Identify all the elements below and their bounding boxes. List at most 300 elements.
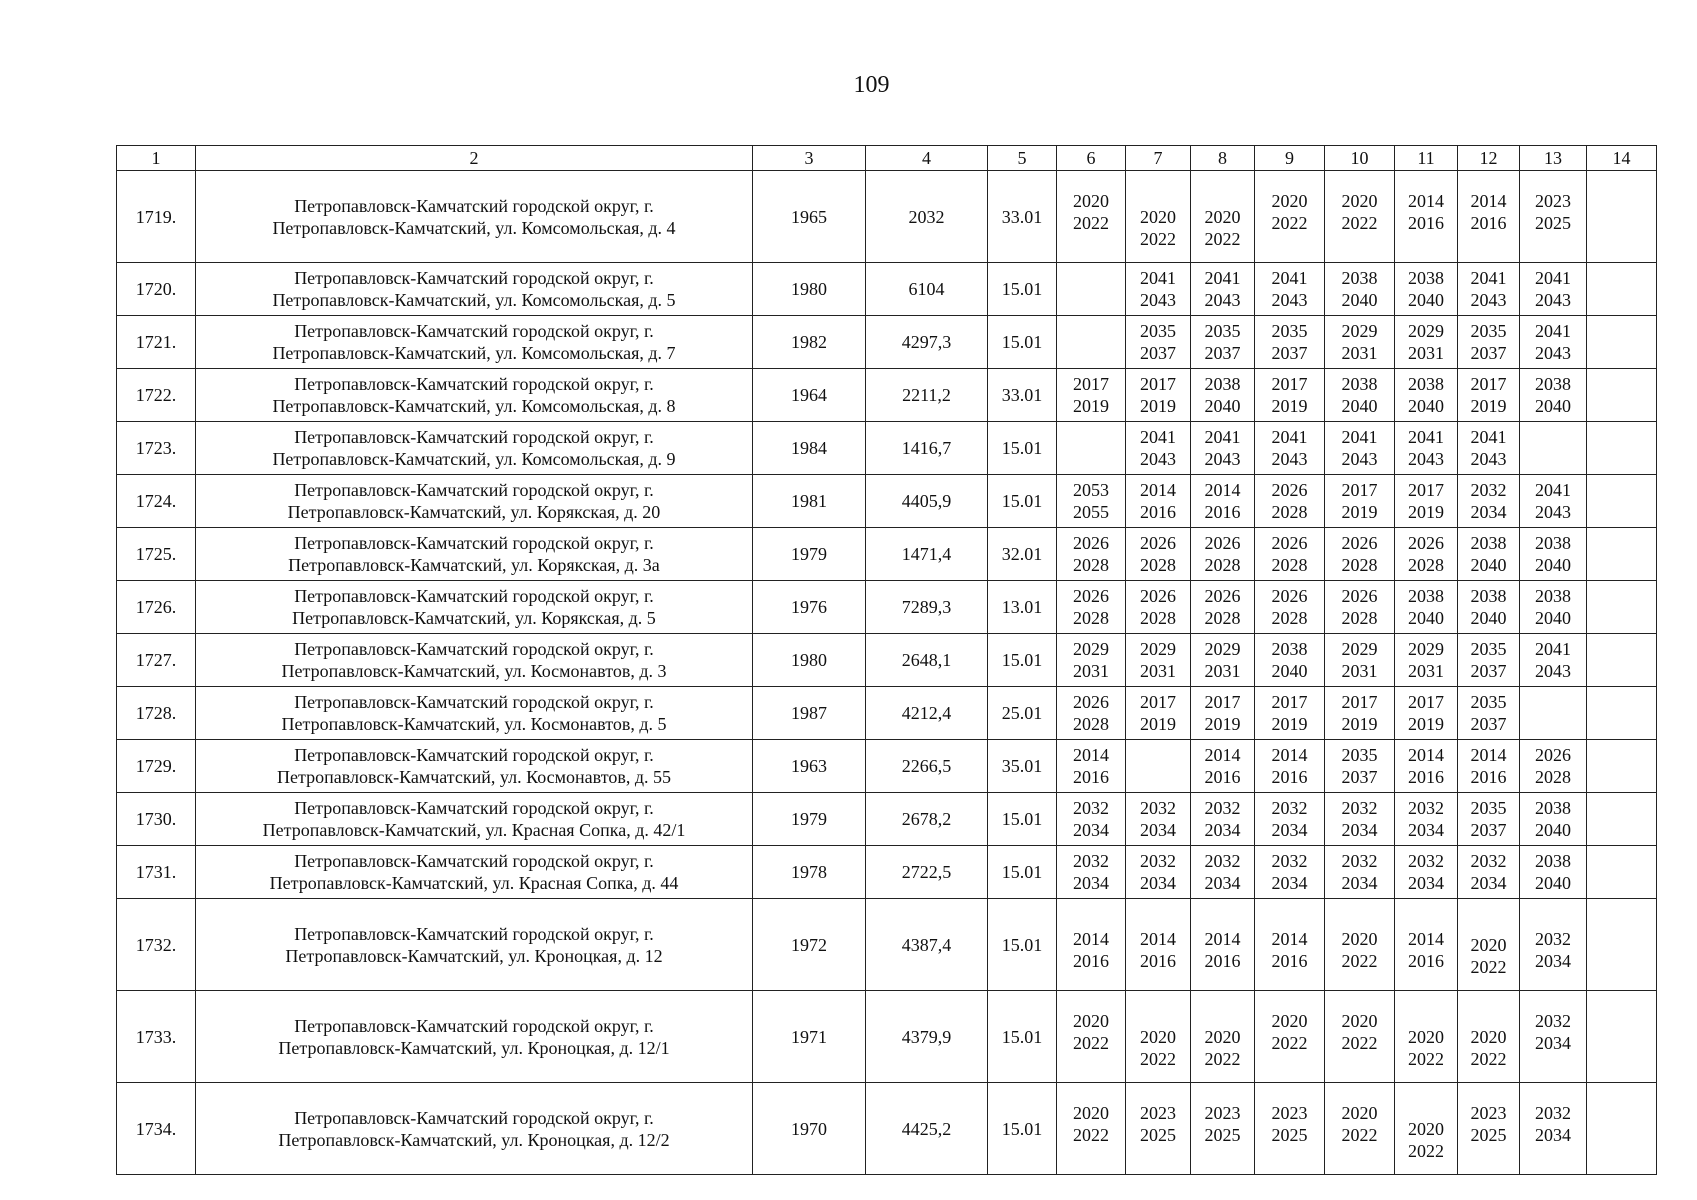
row-number-cell: 1721. [117, 316, 196, 369]
period-end: 2019 [1408, 714, 1444, 734]
period-end: 2019 [1271, 396, 1308, 416]
area-cell: 1416,7 [866, 422, 988, 475]
period-cell [1325, 991, 1395, 1083]
table-row [117, 528, 1657, 581]
period-cell [1191, 1083, 1255, 1175]
period-start: 2035 [1470, 321, 1507, 341]
period-cell [1395, 899, 1458, 991]
period-start: 2017 [1408, 692, 1444, 712]
period-start: 2041 [1535, 480, 1571, 500]
period-end: 2034 [1271, 820, 1308, 840]
table-row [117, 171, 1657, 263]
column-number: 14 [1587, 146, 1657, 171]
period-start: 2017 [1470, 374, 1507, 394]
period-end: 2031 [1408, 343, 1444, 363]
period-start: 2029 [1140, 639, 1176, 659]
period-start: 2017 [1140, 374, 1176, 394]
period-cell [1520, 687, 1587, 740]
address-line-1: Петропавловск-Камчатский городской округ, г. [294, 586, 654, 606]
period-cell [1325, 793, 1395, 846]
period-start: 2032 [1408, 798, 1444, 818]
period-cell [1126, 171, 1191, 263]
column-number: 6 [1057, 146, 1126, 171]
period-end: 2034 [1073, 820, 1109, 840]
column-number: 12 [1458, 146, 1520, 171]
period-cell [1520, 899, 1587, 991]
period-start: 2017 [1271, 692, 1308, 712]
column-number: 10 [1325, 146, 1395, 171]
period-start: 2023 [1140, 1102, 1176, 1123]
period-start: 2032 [1470, 851, 1507, 871]
period-cell [1520, 1083, 1587, 1175]
period-end: 2016 [1073, 767, 1109, 787]
period-start: 2014 [1470, 190, 1507, 211]
build-year-cell: 1972 [753, 899, 866, 991]
period-cell [1325, 475, 1395, 528]
build-year-cell: 1979 [753, 793, 866, 846]
address-line-2: Петропавловск-Камчатский, ул. Кроноцкая, д. 12/2 [278, 1129, 670, 1150]
address-cell [196, 475, 753, 528]
area-cell: 2266,5 [866, 740, 988, 793]
period-cell [1255, 1083, 1325, 1175]
period-cell [1395, 171, 1458, 263]
area-cell: 4405,9 [866, 475, 988, 528]
row-number-cell: 1722. [117, 369, 196, 422]
period-cell [1587, 740, 1657, 793]
period-end: 2040 [1408, 608, 1444, 628]
period-start: 2041 [1341, 427, 1378, 447]
period-end: 2022 [1073, 1032, 1109, 1053]
period-end: 2043 [1535, 290, 1571, 310]
period-cell [1395, 846, 1458, 899]
code-cell: 15.01 [988, 846, 1057, 899]
period-end: 2043 [1204, 449, 1241, 469]
period-end: 2040 [1341, 290, 1378, 310]
period-start: 2020 [1341, 190, 1378, 211]
period-cell [1587, 634, 1657, 687]
period-start: 2026 [1271, 533, 1308, 553]
period-end: 2028 [1073, 555, 1109, 575]
period-cell [1126, 422, 1191, 475]
period-end: 2043 [1535, 502, 1571, 522]
period-start: 2020 [1073, 1102, 1109, 1123]
period-end: 2016 [1073, 950, 1109, 971]
period-cell [1458, 634, 1520, 687]
period-start: 2026 [1073, 692, 1109, 712]
period-start: 2035 [1271, 321, 1308, 341]
area-cell: 7289,3 [866, 581, 988, 634]
period-start: 2038 [1535, 798, 1571, 818]
period-end: 2028 [1204, 555, 1241, 575]
period-cell [1255, 687, 1325, 740]
code-cell: 15.01 [988, 263, 1057, 316]
area-cell: 4379,9 [866, 991, 988, 1083]
address-line-2: Петропавловск-Камчатский, ул. Кроноцкая, д. 12/1 [278, 1037, 670, 1058]
table-row [117, 316, 1657, 369]
row-number-cell: 1730. [117, 793, 196, 846]
period-cell [1325, 740, 1395, 793]
period-start: 2020 [1470, 934, 1507, 955]
build-year-cell: 1980 [753, 263, 866, 316]
period-end: 2040 [1535, 608, 1571, 628]
period-start: 2032 [1341, 851, 1378, 871]
period-cell [1057, 581, 1126, 634]
period-end: 2034 [1341, 820, 1378, 840]
address-cell [196, 171, 753, 263]
period-cell [1057, 475, 1126, 528]
period-start: 2038 [1535, 374, 1571, 394]
period-start: 2014 [1408, 190, 1444, 211]
period-cell [1325, 687, 1395, 740]
period-start: 2032 [1073, 851, 1109, 871]
period-cell [1520, 369, 1587, 422]
build-year-cell: 1979 [753, 528, 866, 581]
period-start: 2029 [1341, 639, 1378, 659]
period-cell [1520, 316, 1587, 369]
period-start: 2020 [1408, 1118, 1444, 1139]
period-start: 2032 [1408, 851, 1444, 871]
period-end: 2034 [1204, 820, 1241, 840]
address-line-2: Петропавловск-Камчатский, ул. Комсомольская, д. 9 [272, 449, 676, 469]
address-cell [196, 740, 753, 793]
address-line-1: Петропавловск-Камчатский городской округ, г. [294, 374, 654, 394]
period-end: 2031 [1341, 661, 1378, 681]
period-start: 2038 [1535, 851, 1571, 871]
row-number-cell: 1724. [117, 475, 196, 528]
period-cell [1520, 528, 1587, 581]
period-start: 2038 [1204, 374, 1241, 394]
period-end: 2019 [1408, 502, 1444, 522]
column-number: 7 [1126, 146, 1191, 171]
column-number: 2 [196, 146, 753, 171]
period-start: 2029 [1204, 639, 1241, 659]
period-start: 2017 [1341, 480, 1378, 500]
period-cell [1126, 687, 1191, 740]
period-end: 2025 [1271, 1124, 1308, 1145]
period-cell [1191, 475, 1255, 528]
row-number-cell: 1728. [117, 687, 196, 740]
code-cell: 15.01 [988, 793, 1057, 846]
period-cell [1325, 369, 1395, 422]
period-end: 2022 [1271, 212, 1308, 233]
period-cell [1191, 171, 1255, 263]
period-end: 2034 [1408, 873, 1444, 893]
period-start: 2035 [1470, 639, 1507, 659]
row-number-cell: 1725. [117, 528, 196, 581]
code-cell: 25.01 [988, 687, 1057, 740]
period-end: 2025 [1204, 1124, 1241, 1145]
period-start: 2026 [1341, 533, 1378, 553]
period-cell [1191, 369, 1255, 422]
build-year-cell: 1970 [753, 1083, 866, 1175]
table-row [117, 740, 1657, 793]
period-end: 2022 [1341, 950, 1378, 971]
registry-table [116, 145, 1657, 1175]
address-line-1: Петропавловск-Камчатский городской округ, г. [294, 851, 654, 871]
period-start: 2014 [1140, 928, 1176, 949]
code-cell: 15.01 [988, 634, 1057, 687]
column-number: 11 [1395, 146, 1458, 171]
area-cell: 4425,2 [866, 1083, 988, 1175]
period-cell [1587, 316, 1657, 369]
period-start: 2041 [1535, 639, 1571, 659]
build-year-cell: 1984 [753, 422, 866, 475]
period-end: 2019 [1140, 396, 1176, 416]
code-cell: 15.01 [988, 991, 1057, 1083]
period-end: 2016 [1470, 212, 1507, 233]
period-end: 2034 [1204, 873, 1241, 893]
code-cell: 15.01 [988, 316, 1057, 369]
period-end: 2022 [1140, 1048, 1176, 1069]
period-start: 2041 [1140, 268, 1176, 288]
period-cell [1057, 991, 1126, 1083]
address-line-2: Петропавловск-Камчатский, ул. Комсомольская, д. 5 [272, 290, 676, 310]
period-end: 2037 [1140, 343, 1176, 363]
area-cell: 4387,4 [866, 899, 988, 991]
period-end: 2019 [1140, 714, 1176, 734]
period-cell [1395, 316, 1458, 369]
column-number: 1 [117, 146, 196, 171]
period-cell [1057, 687, 1126, 740]
period-end: 2031 [1204, 661, 1241, 681]
period-cell [1458, 369, 1520, 422]
period-end: 2040 [1535, 820, 1571, 840]
period-cell [1458, 846, 1520, 899]
period-start: 2038 [1470, 586, 1507, 606]
period-start: 2020 [1140, 1026, 1176, 1047]
address-cell [196, 422, 753, 475]
period-end: 2037 [1204, 343, 1241, 363]
period-cell [1395, 528, 1458, 581]
period-start: 2023 [1271, 1102, 1308, 1123]
period-cell [1458, 581, 1520, 634]
period-end: 2019 [1204, 714, 1241, 734]
period-start: 2020 [1073, 190, 1109, 211]
period-cell [1126, 581, 1191, 634]
address-cell [196, 991, 753, 1083]
period-end: 2031 [1140, 661, 1176, 681]
period-cell [1587, 369, 1657, 422]
build-year-cell: 1976 [753, 581, 866, 634]
period-cell [1458, 316, 1520, 369]
period-cell [1458, 422, 1520, 475]
period-end: 2022 [1470, 1048, 1507, 1069]
period-start: 2032 [1073, 798, 1109, 818]
period-start: 2035 [1470, 692, 1507, 712]
page-number: 109 [853, 72, 890, 98]
table-row [117, 369, 1657, 422]
period-cell [1191, 846, 1255, 899]
period-end: 2016 [1408, 767, 1444, 787]
period-end: 2043 [1535, 343, 1571, 363]
period-end: 2016 [1271, 950, 1308, 971]
address-cell [196, 369, 753, 422]
period-cell [1057, 793, 1126, 846]
period-cell [1395, 581, 1458, 634]
period-end: 2028 [1271, 555, 1308, 575]
period-start: 2032 [1271, 798, 1308, 818]
period-start: 2041 [1408, 427, 1444, 447]
period-cell [1126, 740, 1191, 793]
period-start: 2029 [1341, 321, 1378, 341]
period-start: 2020 [1271, 1010, 1308, 1031]
period-cell [1587, 793, 1657, 846]
period-cell [1057, 740, 1126, 793]
period-end: 2028 [1271, 608, 1308, 628]
period-end: 2016 [1408, 212, 1444, 233]
code-cell: 32.01 [988, 528, 1057, 581]
period-cell [1325, 634, 1395, 687]
period-end: 2040 [1341, 396, 1378, 416]
period-start: 2035 [1204, 321, 1241, 341]
code-cell: 15.01 [988, 899, 1057, 991]
period-end: 2025 [1470, 1124, 1507, 1145]
period-end: 2040 [1408, 396, 1444, 416]
period-cell [1126, 793, 1191, 846]
period-cell [1255, 991, 1325, 1083]
period-end: 2028 [1204, 608, 1241, 628]
period-start: 2041 [1535, 321, 1571, 341]
code-cell: 13.01 [988, 581, 1057, 634]
period-end: 2043 [1341, 449, 1378, 469]
period-cell [1520, 634, 1587, 687]
table-row [117, 475, 1657, 528]
address-line-2: Петропавловск-Камчатский, ул. Корякская, д. 5 [292, 608, 656, 628]
address-line-1: Петропавловск-Камчатский городской округ, г. [294, 798, 654, 818]
period-cell [1057, 263, 1126, 316]
period-start: 2017 [1408, 480, 1444, 500]
address-cell [196, 1083, 753, 1175]
period-start: 2026 [1535, 745, 1571, 765]
address-line-2: Петропавловск-Камчатский, ул. Кроноцкая, д. 12 [285, 945, 663, 966]
period-end: 2034 [1535, 1124, 1571, 1145]
address-line-2: Петропавловск-Камчатский, ул. Космонавтов, д. 55 [277, 767, 671, 787]
period-cell [1395, 740, 1458, 793]
period-cell [1126, 991, 1191, 1083]
build-year-cell: 1987 [753, 687, 866, 740]
period-end: 2016 [1408, 950, 1444, 971]
period-end: 2016 [1140, 950, 1176, 971]
period-end: 2016 [1470, 767, 1507, 787]
period-cell [1520, 740, 1587, 793]
period-cell [1255, 171, 1325, 263]
period-start: 2020 [1470, 1026, 1507, 1047]
period-start: 2020 [1341, 1102, 1378, 1123]
period-end: 2019 [1341, 714, 1378, 734]
period-end: 2028 [1140, 555, 1176, 575]
period-end: 2040 [1271, 661, 1308, 681]
period-end: 2028 [1408, 555, 1444, 575]
address-line-2: Петропавловск-Камчатский, ул. Красная Сопка, д. 42/1 [262, 820, 686, 840]
period-end: 2034 [1535, 950, 1571, 971]
period-start: 2032 [1341, 798, 1378, 818]
period-cell [1395, 263, 1458, 316]
address-line-1: Петропавловск-Камчатский городской округ, г. [294, 639, 654, 659]
period-cell [1395, 991, 1458, 1083]
address-cell [196, 316, 753, 369]
period-end: 2040 [1470, 555, 1507, 575]
period-end: 2043 [1204, 290, 1241, 310]
period-cell [1191, 422, 1255, 475]
column-number: 5 [988, 146, 1057, 171]
period-cell [1520, 846, 1587, 899]
period-cell [1520, 581, 1587, 634]
period-start: 2026 [1271, 480, 1308, 500]
period-start: 2032 [1535, 928, 1571, 949]
period-cell [1458, 1083, 1520, 1175]
period-start: 2029 [1408, 639, 1444, 659]
code-cell: 33.01 [988, 369, 1057, 422]
period-cell [1325, 581, 1395, 634]
period-cell [1255, 634, 1325, 687]
period-start: 2020 [1140, 206, 1176, 227]
period-start: 2026 [1204, 533, 1241, 553]
period-cell [1255, 528, 1325, 581]
period-start: 2032 [1204, 851, 1241, 871]
period-cell [1255, 899, 1325, 991]
period-cell [1395, 422, 1458, 475]
area-cell: 4297,3 [866, 316, 988, 369]
address-cell [196, 899, 753, 991]
period-start: 2014 [1204, 745, 1241, 765]
period-start: 2038 [1341, 374, 1378, 394]
period-cell [1191, 687, 1255, 740]
address-line-2: Петропавловск-Камчатский, ул. Комсомольская, д. 7 [272, 343, 676, 363]
build-year-cell: 1978 [753, 846, 866, 899]
period-cell [1191, 528, 1255, 581]
column-number: 4 [866, 146, 988, 171]
period-start: 2014 [1470, 745, 1507, 765]
period-cell [1325, 422, 1395, 475]
period-cell [1325, 1083, 1395, 1175]
period-end: 2022 [1073, 1124, 1109, 1145]
table-row [117, 846, 1657, 899]
period-end: 2034 [1535, 1032, 1571, 1053]
period-cell [1458, 740, 1520, 793]
period-end: 2019 [1341, 502, 1378, 522]
period-start: 2026 [1204, 586, 1241, 606]
area-cell: 2032 [866, 171, 988, 263]
period-cell [1126, 475, 1191, 528]
code-cell: 15.01 [988, 422, 1057, 475]
period-cell [1126, 634, 1191, 687]
period-start: 2038 [1535, 533, 1571, 553]
period-cell [1458, 899, 1520, 991]
table-row [117, 991, 1657, 1083]
period-end: 2031 [1341, 343, 1378, 363]
period-end: 2034 [1140, 820, 1176, 840]
period-cell [1520, 475, 1587, 528]
period-cell [1191, 899, 1255, 991]
period-start: 2020 [1341, 928, 1378, 949]
period-start: 2014 [1408, 928, 1444, 949]
table-row [117, 687, 1657, 740]
period-end: 2019 [1271, 714, 1308, 734]
period-end: 2025 [1140, 1124, 1176, 1145]
period-cell [1395, 1083, 1458, 1175]
period-cell [1191, 793, 1255, 846]
period-start: 2017 [1271, 374, 1308, 394]
period-cell [1520, 171, 1587, 263]
address-line-1: Петропавловск-Камчатский городской округ, г. [294, 745, 654, 765]
period-end: 2034 [1271, 873, 1308, 893]
period-end: 2043 [1470, 449, 1507, 469]
period-cell [1255, 793, 1325, 846]
area-cell: 2722,5 [866, 846, 988, 899]
column-number: 13 [1520, 146, 1587, 171]
period-start: 2020 [1073, 1010, 1109, 1031]
period-cell [1325, 846, 1395, 899]
